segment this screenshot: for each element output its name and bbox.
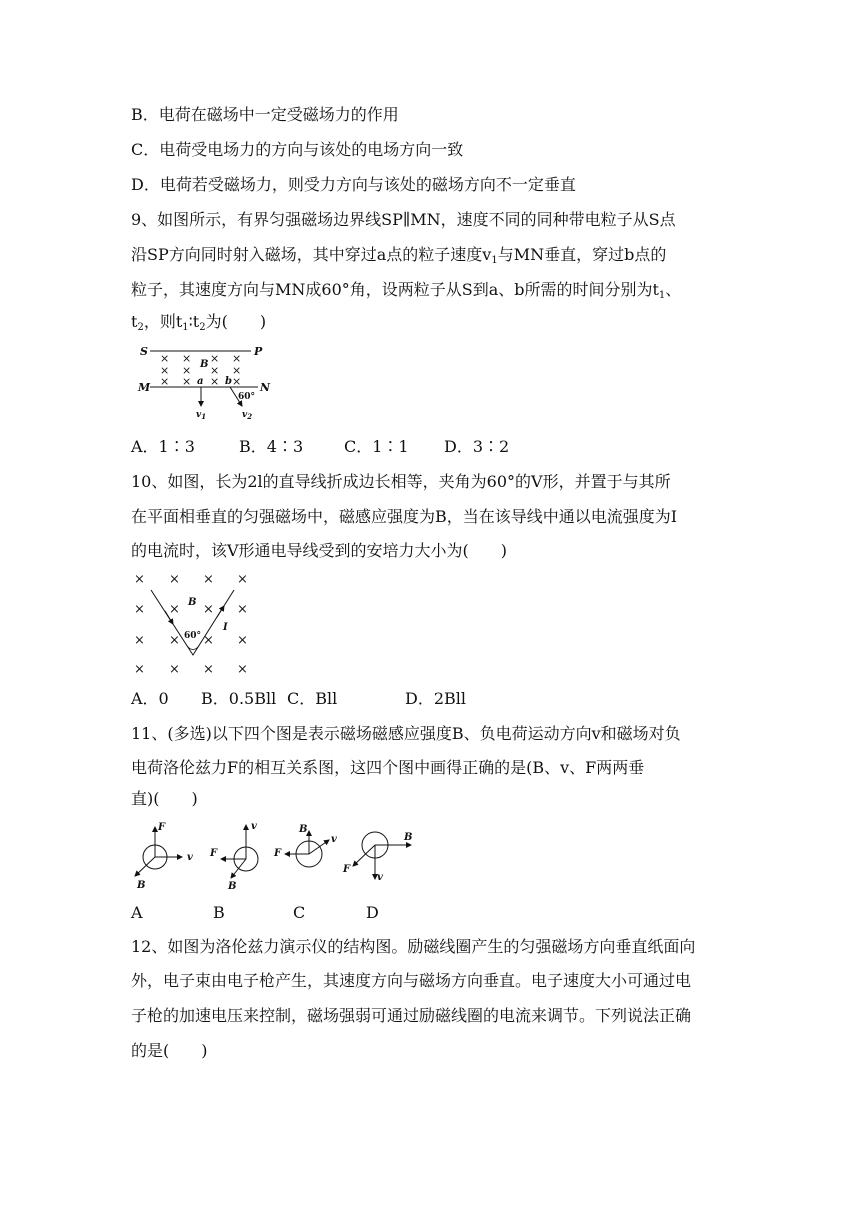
label-p: P [254, 345, 263, 358]
svg-text:B: B [299, 824, 308, 835]
svg-text:F: F [210, 848, 218, 859]
svg-text:×: × [203, 662, 214, 677]
label-s: S [140, 345, 148, 358]
q11-caption-d: D [366, 903, 379, 922]
svg-text:×: × [237, 662, 248, 677]
svg-text:×: × [160, 352, 170, 365]
label-n: N [260, 381, 271, 394]
svg-text:F: F [343, 864, 351, 875]
label-v2: $v_2$ [242, 410, 253, 421]
svg-text:B: B [404, 832, 413, 843]
q8-option-d: D．电荷若受磁场力，则受力方向与该处的磁场方向不一定垂直 [131, 175, 576, 194]
q9-option-d: D．3∶2 [444, 437, 510, 456]
label-v1: $v_1$ [196, 410, 207, 421]
q10-option-c: C．Bll [287, 689, 338, 708]
q11-figure-c [273, 824, 337, 867]
q11-figure-b [209, 821, 258, 892]
svg-text:×: × [203, 602, 214, 617]
q12-stem-line3: 子枪的加速电压来控制，磁场强弱可通过励磁线圈的电流来调节。下列说法正确 [131, 1006, 692, 1025]
q8-option-c: C．电荷受电场力的方向与该处的电场方向一致 [131, 140, 464, 159]
current-arrow-right [217, 606, 224, 617]
svg-text:B: B [228, 881, 237, 892]
svg-text:×: × [169, 633, 180, 648]
svg-text:×: × [203, 633, 214, 648]
svg-text:×: × [237, 602, 248, 617]
q10-stem-line3: 的电流时，该V形通电导线受到的安培力大小为( ) [131, 541, 508, 560]
svg-text:B: B [137, 880, 146, 891]
q10-figure [131, 567, 261, 677]
label-point-a: a [197, 376, 204, 387]
q11-figure-a [135, 822, 193, 891]
svg-text:v: v [331, 834, 337, 845]
q10-stem-line1: 10、如图，长为2l的直导线折成边长相等，夹角为60°的V形，并置于与其所 [131, 472, 671, 491]
svg-text:F: F [274, 848, 282, 859]
q9-stem-line4: $t_2$，则$t_1∶t_2$为( ) [131, 312, 267, 333]
q9-stem-line1: 9、如图所示，有界匀强磁场边界线SP∥MN，速度不同的同种带电粒子从S点 [131, 210, 676, 229]
label-point-b: b [225, 376, 232, 387]
label-field-b: B [200, 359, 209, 370]
svg-text:×: × [232, 364, 242, 377]
q11-caption-c: C [293, 903, 306, 922]
q9-stem-line2: 沿SP方向同时射入磁场，其中穿过a点的粒子速度$v_1$与MN垂直，穿过b点的 [131, 245, 667, 266]
svg-text:×: × [182, 375, 192, 388]
q11-stem-line2: 电荷洛伦兹力F的相互关系图，这四个图中画得正确的是(B、v、F两两垂 [131, 758, 645, 777]
svg-text:×: × [169, 572, 180, 587]
q10-option-d: D．2Bll [405, 689, 467, 708]
svg-text:×: × [210, 352, 220, 365]
svg-text:F: F [158, 822, 166, 833]
q9-option-a: A．1∶3 [131, 437, 195, 456]
q11-caption-a: A [131, 903, 143, 922]
q11-figures [125, 818, 425, 893]
q11-figure-d [342, 832, 412, 883]
q9-figure [138, 340, 278, 420]
svg-text:×: × [134, 662, 145, 677]
svg-text:×: × [169, 602, 180, 617]
label-m: M [138, 381, 151, 394]
svg-text:×: × [169, 662, 180, 677]
q12-stem-line1: 12、如图为洛伦兹力演示仪的结构图。励磁线圈产生的匀强磁场方向垂直纸面向 [131, 937, 696, 956]
q12-stem-line2: 外，电子束由电子枪产生，其速度方向与磁场方向垂直。电子速度大小可通过电 [131, 971, 692, 990]
q10-option-a: A．0 [131, 689, 169, 708]
svg-text:×: × [210, 364, 220, 377]
svg-text:×: × [134, 633, 145, 648]
svg-text:v: v [187, 852, 193, 863]
angle-60: 60° [238, 392, 256, 402]
svg-text:×: × [203, 572, 214, 587]
q10-angle-60: 60° [184, 631, 202, 641]
svg-text:×: × [134, 602, 145, 617]
q11-caption-b: B [213, 903, 225, 922]
q10-stem-line2: 在平面相垂直的匀强磁场中，磁感应强度为B，当在该导线中通以电流强度为I [131, 507, 678, 526]
q11-stem-line3: 直)( ) [131, 789, 198, 808]
svg-text:×: × [232, 352, 242, 365]
svg-text:×: × [237, 572, 248, 587]
svg-text:×: × [134, 572, 145, 587]
q10-label-i: I [223, 622, 228, 633]
svg-text:×: × [182, 364, 192, 377]
svg-text:×: × [237, 633, 248, 648]
svg-text:×: × [232, 375, 242, 388]
q12-stem-line4: 的是( ) [131, 1041, 208, 1060]
svg-text:×: × [160, 375, 170, 388]
q8-option-b: B．电荷在磁场中一定受磁场力的作用 [131, 105, 399, 124]
q11-stem-line1: 11、(多选)以下四个图是表示磁场磁感应强度B、负电荷运动方向v和磁场对负 [131, 724, 681, 743]
q9-option-c: C．1∶1 [344, 437, 409, 456]
q9-stem-line3: 粒子，其速度方向与MN成60°角，设两粒子从S到a、b所需的时间分别为$t_1$、 [131, 280, 682, 301]
q10-option-b: B．0.5Bll [201, 689, 277, 708]
svg-text:×: × [210, 375, 220, 388]
svg-text:×: × [182, 352, 192, 365]
svg-text:×: × [160, 364, 170, 377]
q10-field-crosses [134, 572, 248, 677]
q9-option-b: B．4∶3 [239, 437, 304, 456]
svg-text:v: v [377, 872, 383, 883]
svg-text:v: v [251, 821, 257, 832]
q10-label-b: B [188, 597, 197, 608]
